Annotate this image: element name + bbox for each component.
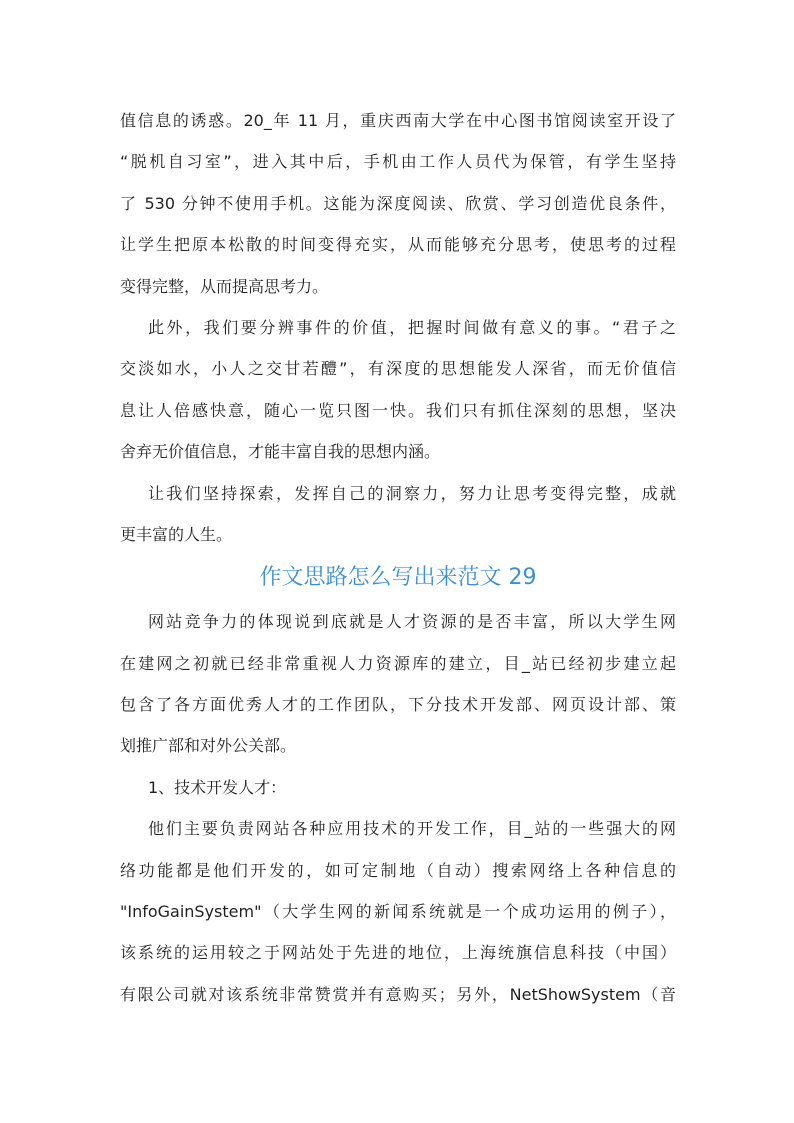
text-line: “脱机自习室”，进入其中后，手机由工作人员代为保管，有学生坚持 xyxy=(120,152,676,172)
paragraph xyxy=(120,473,676,556)
text-line: 在建网之初就已经非常重视人力资源库的建立，目_站已经初步建立起 xyxy=(120,653,676,673)
paragraph xyxy=(120,808,676,1015)
text-line: 了 530 分钟不使用手机。这能为深度阅读、欣赏、学习创造优良条件， xyxy=(120,193,676,213)
text-line: 让学生把原本松散的时间变得充实，从而能够充分思考，使思考的过程 xyxy=(120,235,676,255)
text-line: 舍弃无价值信息，才能丰富自我的思想内涵。 xyxy=(120,442,441,462)
text-line: 他们主要负责网站各种应用技术的开发工作，目_站的一些强大的网 xyxy=(148,819,676,839)
document-body xyxy=(120,100,676,1015)
text-line: "InfoGainSystem"（大学生网的新闻系统就是一个成功运用的例子）， xyxy=(120,902,676,922)
text-line: 交淡如水，小人之交甘若醴”，有深度的思想能发人深省，而无价值信 xyxy=(120,359,676,379)
text-line: 该系统的运用较之于网站处于先进的地位，上海统旗信息科技（中国） xyxy=(120,943,676,963)
paragraph xyxy=(120,601,676,767)
text-line: 络功能都是他们开发的，如可定制地（自动）搜索网络上各种信息的 xyxy=(120,860,676,880)
paragraph xyxy=(120,307,676,473)
text-line: 此外，我们要分辨事件的价值，把握时间做有意义的事。“君子之 xyxy=(148,317,676,337)
paragraph xyxy=(120,100,676,307)
text-line: 息让人倍感快意，随心一览只图一快。我们只有抓住深刻的思想，坚决 xyxy=(120,400,676,420)
text-line: 网站竞争力的体现说到底就是人才资源的是否丰富，所以大学生网 xyxy=(148,612,676,632)
text-line: 变得完整，从而提高思考力。 xyxy=(120,276,329,296)
list-heading: 1、技术开发人才： xyxy=(148,777,287,797)
text-line: 值信息的诱惑。20_年 11 月，重庆西南大学在中心图书馆阅读室开设了 xyxy=(120,111,676,130)
text-line: 划推广部和对外公关部。 xyxy=(120,736,297,756)
text-line: 包含了各方面优秀人才的工作团队，下分技术开发部、网页设计部、策 xyxy=(120,695,676,715)
section-heading: 作文思路怎么写出来范文 29 xyxy=(259,565,537,591)
paragraph xyxy=(120,767,676,808)
text-line: 有限公司就对该系统非常赞赏并有意购买；另外，NetShowSystem（音 xyxy=(120,984,676,1004)
text-line: 让我们坚持探索，发挥自己的洞察力，努力让思考变得完整，成就 xyxy=(148,483,676,503)
text-line: 更丰富的人生。 xyxy=(120,524,233,544)
